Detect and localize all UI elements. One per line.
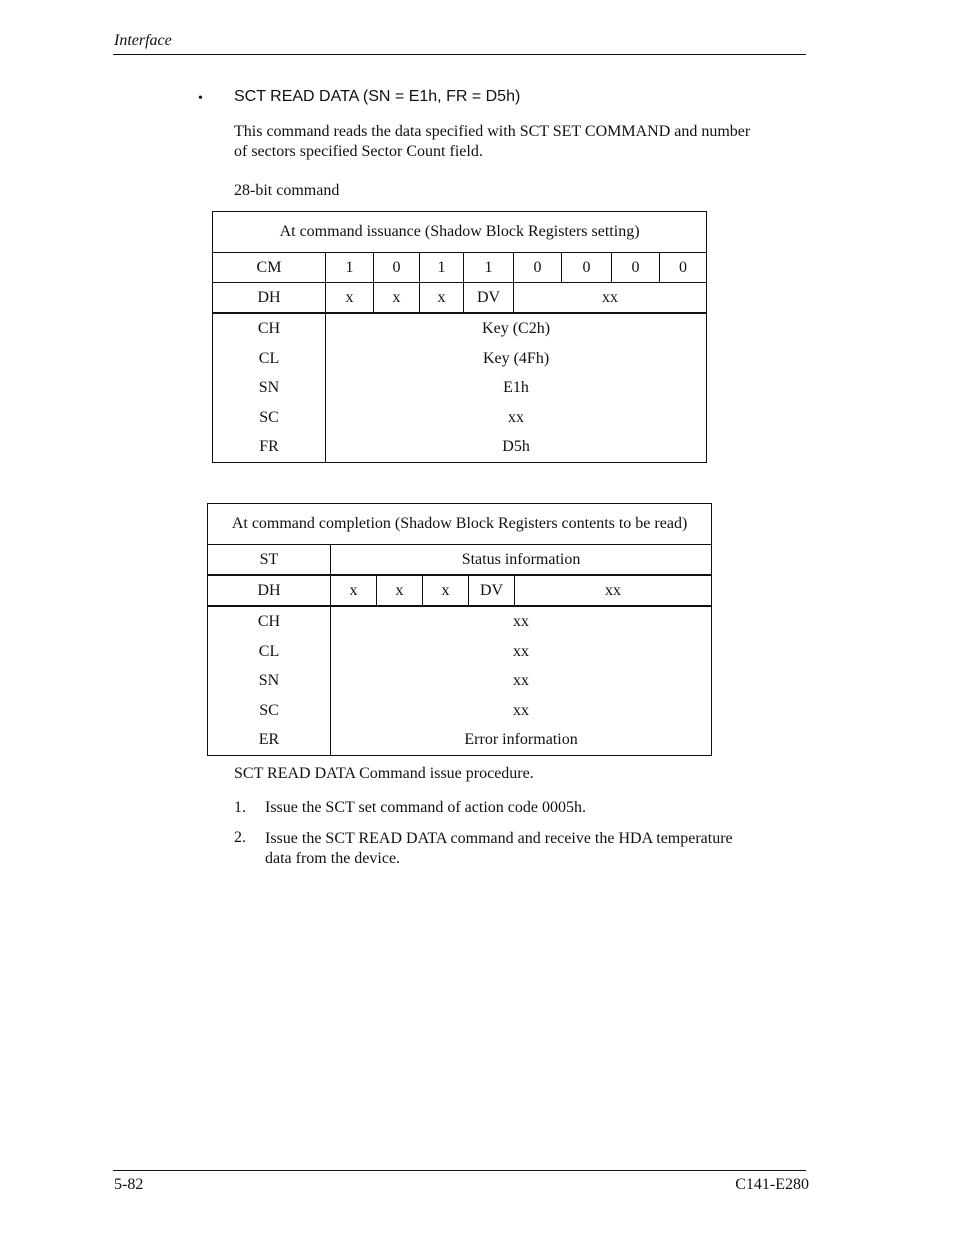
- register-label-sn: SN: [258, 379, 280, 397]
- cm-bit-6: 0: [374, 253, 420, 283]
- register-label-fr: FR: [259, 438, 279, 456]
- description-line-1: This command reads the data specified with SCT SET COMMAND and number: [234, 123, 751, 140]
- status-information: Status information: [331, 545, 712, 576]
- register-block: [213, 313, 707, 462]
- register-value-sc: xx: [508, 408, 525, 426]
- register-values: [326, 313, 707, 462]
- register-label-dh: DH: [213, 283, 326, 314]
- running-header: Interface: [114, 32, 172, 49]
- step-number-1: 1.: [234, 799, 246, 816]
- cm-bit-2: 0: [562, 253, 612, 283]
- page-number: 5-82: [114, 1176, 144, 1193]
- cm-bit-1: 0: [612, 253, 660, 283]
- step-text-1: Issue the SCT set command of action code 0005h.: [265, 799, 586, 816]
- dh-row: [208, 575, 712, 606]
- completion-table-header: At command completion (Shadow Block Registers contents to be read): [208, 504, 712, 545]
- dh-bit-7: x: [331, 575, 377, 606]
- register-value-cl: Key (4Fh): [482, 349, 550, 367]
- procedure-title: SCT READ DATA Command issue procedure.: [234, 765, 534, 782]
- register-labels: [213, 313, 326, 462]
- issuance-register-table: [212, 211, 707, 463]
- step-2-line-1: Issue the SCT READ DATA command and receive the HDA temperature: [265, 830, 733, 847]
- header-rule: [113, 54, 806, 55]
- dh-bit-4: DV: [464, 283, 514, 314]
- dh-bit-4: DV: [469, 575, 515, 606]
- dh-row: [213, 283, 707, 314]
- register-value-sc: xx: [513, 701, 530, 719]
- register-value-ch: xx: [513, 613, 530, 630]
- st-row: [208, 545, 712, 576]
- register-labels: [208, 606, 331, 755]
- register-value-sn: xx: [513, 672, 530, 690]
- footer-rule: [113, 1170, 806, 1171]
- dh-bit-6: x: [374, 283, 420, 314]
- dh-bit-6: x: [377, 575, 423, 606]
- cm-row: [213, 253, 707, 283]
- subheading-28bit: 28-bit command: [234, 182, 340, 199]
- register-value-ch: Key (C2h): [482, 320, 551, 337]
- register-label-sn: SN: [258, 672, 280, 690]
- step-number-2: 2.: [234, 829, 246, 846]
- register-value-fr: D5h: [502, 438, 530, 456]
- cm-bit-7: 1: [326, 253, 374, 283]
- register-value-er: Error information: [464, 731, 578, 749]
- register-label-er: ER: [258, 731, 280, 749]
- register-label-sc: SC: [259, 701, 279, 719]
- completion-register-table: [207, 503, 712, 756]
- dh-bits-3-0: xx: [515, 575, 712, 606]
- register-label-dh: DH: [208, 575, 331, 606]
- dh-bits-3-0: xx: [514, 283, 707, 314]
- register-label-ch: CH: [257, 613, 281, 630]
- register-label-ch: CH: [257, 320, 281, 337]
- cm-bit-3: 0: [514, 253, 562, 283]
- register-label-st: ST: [208, 545, 331, 576]
- dh-bit-7: x: [326, 283, 374, 314]
- dh-bit-5: x: [420, 283, 464, 314]
- register-label-cl: CL: [258, 642, 280, 660]
- register-label-cl: CL: [258, 349, 280, 367]
- description-line-2: of sectors specified Sector Count field.: [234, 143, 483, 160]
- cm-bit-4: 1: [464, 253, 514, 283]
- register-value-sn: E1h: [503, 379, 529, 397]
- register-label-sc: SC: [259, 408, 279, 426]
- dh-bit-5: x: [423, 575, 469, 606]
- bullet-marker: •: [198, 91, 203, 106]
- issuance-table-header: At command issuance (Shadow Block Registers setting): [213, 212, 707, 253]
- cm-bit-0: 0: [660, 253, 707, 283]
- step-2-line-2: data from the device.: [265, 850, 401, 867]
- step-text-2: [265, 829, 795, 869]
- register-label-cm: CM: [213, 253, 326, 283]
- description-paragraph: [234, 122, 804, 162]
- cm-bit-5: 1: [420, 253, 464, 283]
- register-value-cl: xx: [513, 642, 530, 660]
- section-title: SCT READ DATA (SN = E1h, FR = D5h): [234, 88, 521, 105]
- document-id: C141-E280: [735, 1176, 809, 1193]
- register-values: [331, 606, 712, 755]
- register-block: [208, 606, 712, 755]
